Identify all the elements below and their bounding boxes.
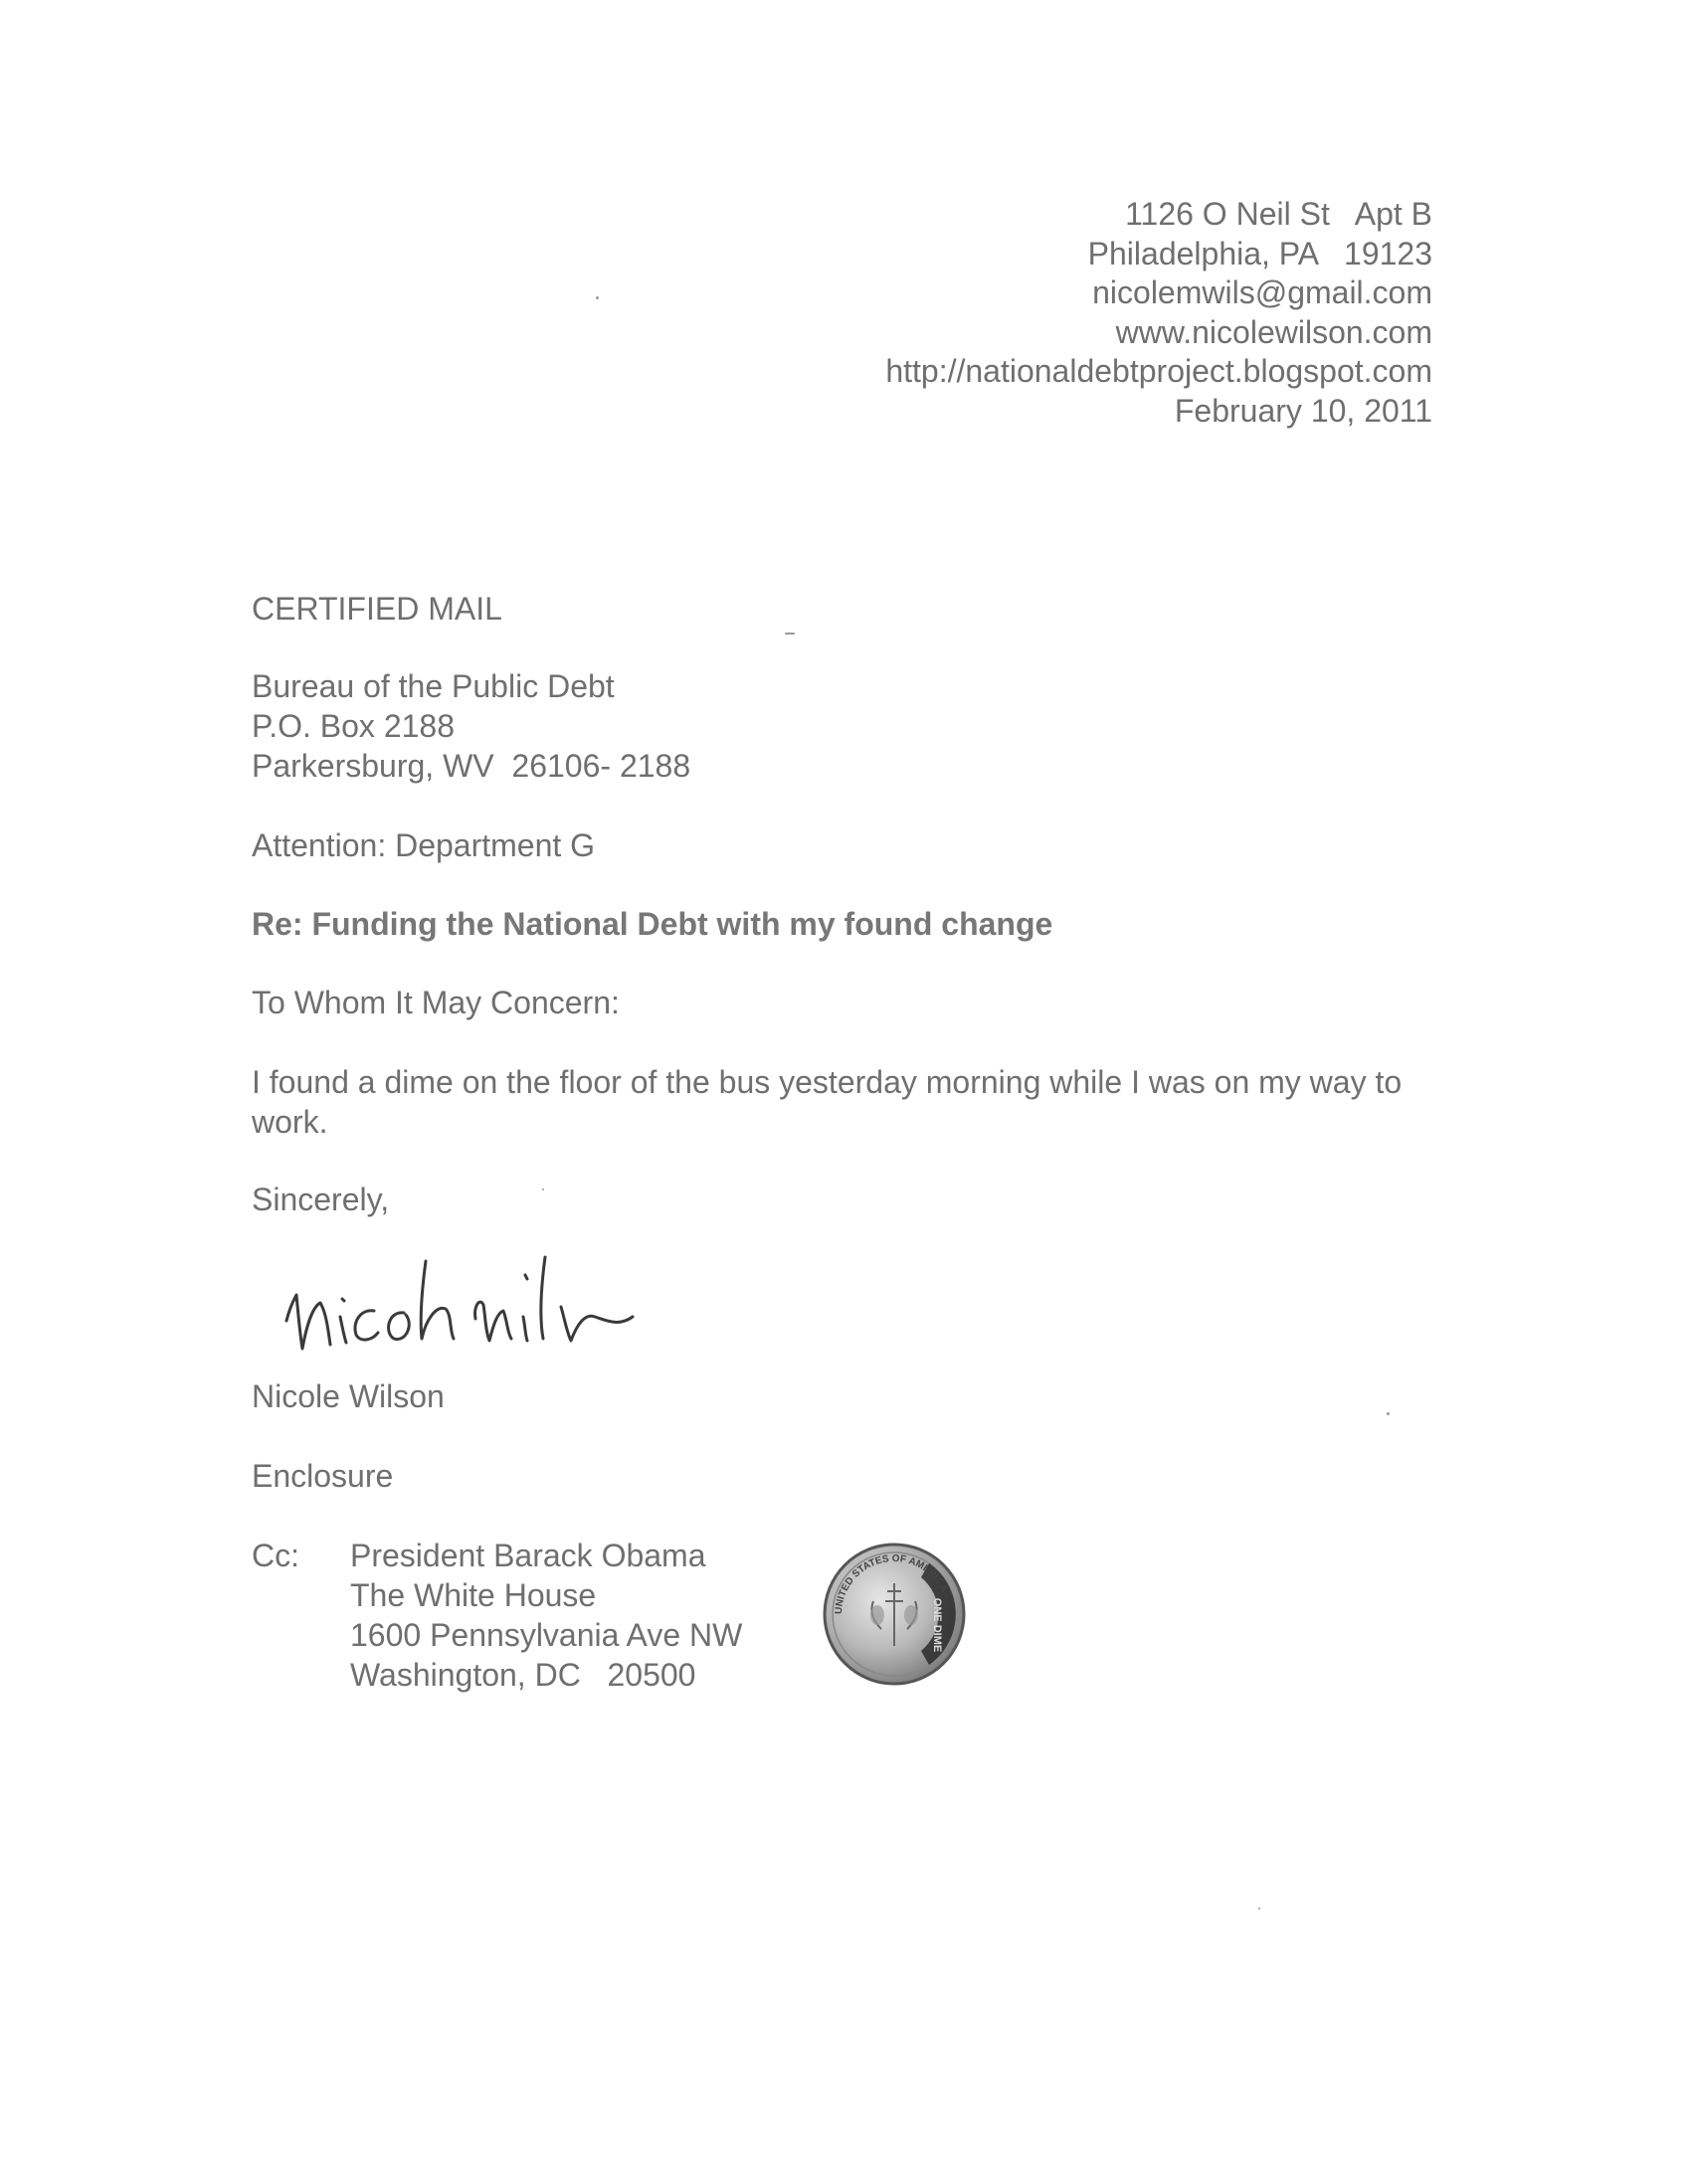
sender-email: nicolemwils@gmail.com: [1092, 274, 1432, 310]
letter-body: I found a dime on the floor of the bus yesterday morning while I was on my way to work.: [252, 1064, 1403, 1140]
recipient-address-block: [252, 666, 690, 786]
recipient-city: Parkersburg, WV 26106- 2188: [252, 748, 691, 784]
attention-line: Attention: Department G: [252, 827, 596, 863]
mail-type: CERTIFIED MAIL: [252, 591, 502, 627]
letter-date: February 10, 2011: [1174, 392, 1432, 429]
recipient-po-box: P.O. Box 2188: [252, 708, 455, 744]
dime-right-text: ONE DIME: [931, 1597, 943, 1653]
scan-speck: [1387, 1412, 1390, 1415]
cc-name: President Barack Obama: [350, 1538, 706, 1573]
cc-label: Cc:: [252, 1538, 299, 1573]
subject-line: Re: Funding the National Debt with my found change: [252, 906, 1053, 942]
cc-org: The White House: [350, 1577, 597, 1613]
scan-speck: [596, 296, 599, 299]
handwritten-signature: [277, 1221, 674, 1361]
dime-top-text: UNITED STATES OF AMERICA: [833, 1552, 950, 1615]
sender-street: 1126 O Neil St Apt B: [1125, 196, 1432, 232]
scan-speck: [542, 1188, 544, 1190]
sender-blog: http://nationaldebtproject.blogspot.com: [885, 353, 1432, 389]
scan-speck: [1258, 1908, 1260, 1910]
cc-city: Washington, DC 20500: [350, 1657, 696, 1693]
enclosure-line: Enclosure: [252, 1458, 394, 1494]
scan-speck: [785, 633, 795, 635]
sender-city: Philadelphia, PA 19123: [1087, 235, 1432, 272]
cc-address-block: [350, 1536, 742, 1695]
sender-address-block: [885, 195, 1432, 431]
recipient-name: Bureau of the Public Debt: [252, 668, 615, 704]
signer-name: Nicole Wilson: [252, 1378, 445, 1414]
salutation: To Whom It May Concern:: [252, 985, 620, 1020]
closing: Sincerely,: [252, 1182, 390, 1217]
dime-coin-icon: [822, 1542, 967, 1687]
cc-street: 1600 Pennsylvania Ave NW: [350, 1617, 743, 1653]
sender-website: www.nicolewilson.com: [1115, 313, 1432, 350]
